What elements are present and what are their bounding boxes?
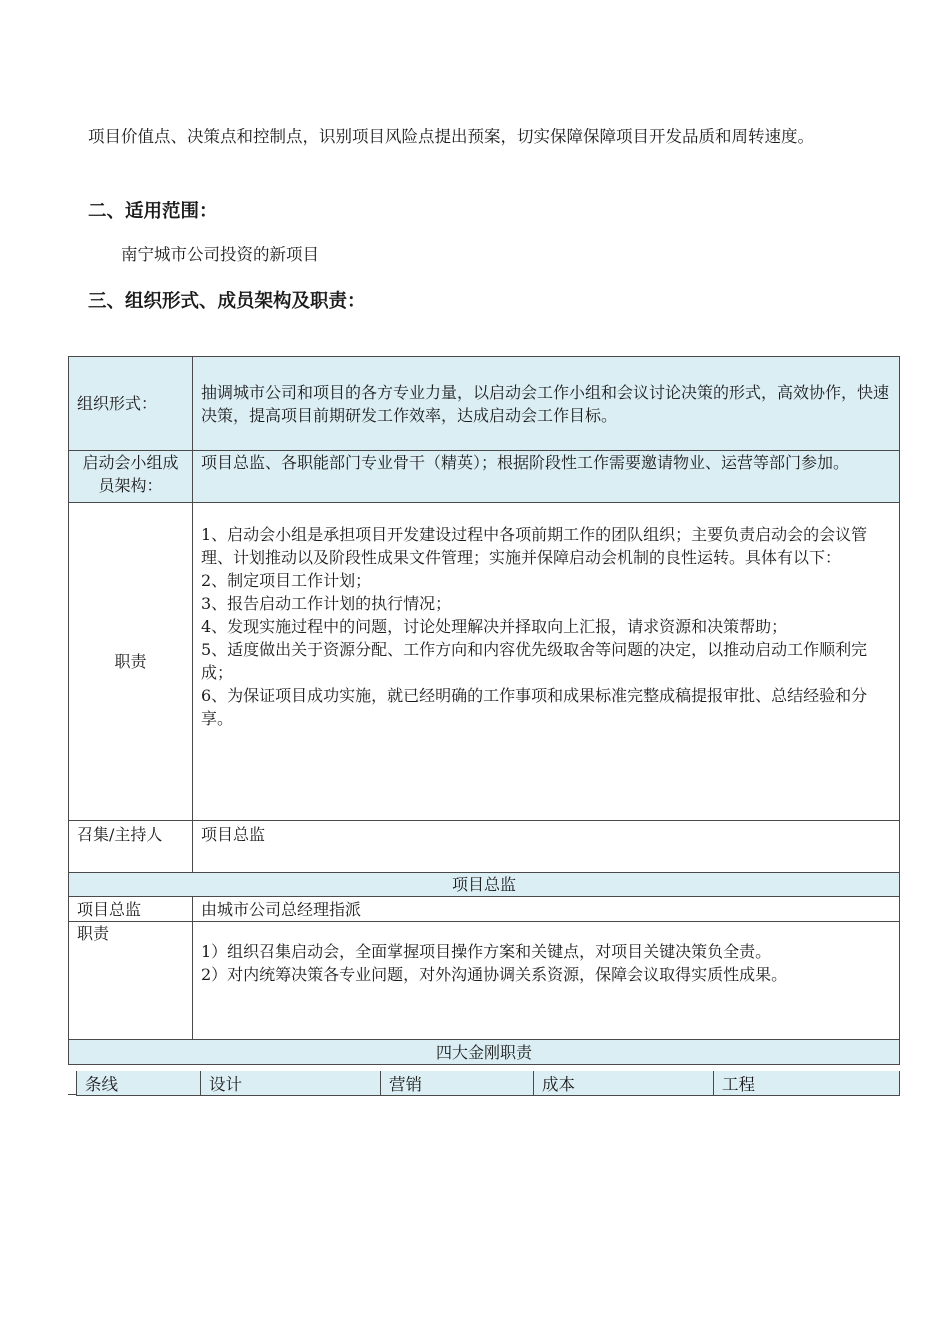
branch-header-engineering: 工程	[714, 1071, 900, 1096]
row-director-title	[69, 873, 900, 897]
branches-header-row	[77, 1071, 900, 1096]
branch-header-line: 条线	[77, 1071, 201, 1096]
director-role-text: 由城市公司总经理指派	[193, 897, 900, 922]
duty-item: 6、为保证项目成功实施，就已经明确的工作事项和成果标准完整成稿提报审批、总结经验和分享。	[201, 686, 868, 728]
branch-header-cost: 成本	[534, 1071, 714, 1096]
duties-list	[193, 503, 900, 821]
convener-text: 项目总监	[193, 821, 900, 873]
duty-item: 3、报告启动工作计划的执行情况；	[201, 594, 452, 613]
director-duty-list	[193, 922, 900, 1040]
organization-table	[68, 356, 900, 1065]
row-duties	[69, 503, 900, 821]
intro-paragraph: 项目价值点、决策点和控制点，识别项目风险点提出预案，切实保障保障项目开发品质和周转速度。	[88, 127, 814, 146]
row-director-role	[69, 897, 900, 922]
duty-item: 1、启动会小组是承担项目开发建设过程中各项前期工作的团队组织；主要负责启动会的会议管理、计划推动以及阶段性成果文件管理；实施并保障启动会机制的良性运转。具体有以下：	[201, 525, 868, 567]
scope-text: 南宁城市公司投资的新项目	[121, 245, 319, 264]
director-role-label: 项目总监	[69, 897, 193, 922]
duty-item: 4、发现实施过程中的问题，讨论处理解决并择取向上汇报，请求资源和决策帮助；	[201, 617, 788, 636]
section-heading-scope: 二、适用范围：	[88, 201, 218, 222]
row-org-form	[69, 357, 900, 451]
director-duty-label: 职责	[69, 922, 193, 1040]
director-duty-item: 2）对内统筹决策各专业问题，对外沟通协调关系资源，保障会议取得实质性成果。	[201, 965, 788, 984]
duty-item: 2、制定项目工作计划；	[201, 571, 372, 590]
members-text: 项目总监、各职能部门专业骨干（精英）；根据阶段性工作需要邀请物业、运营等部门参加。	[193, 451, 900, 503]
org-form-text: 抽调城市公司和项目的各方专业力量，以启动会工作小组和会议讨论决策的形式，高效协作，快速决策，提高项目前期研发工作效率，达成启动会工作目标。	[193, 357, 900, 451]
branch-header-design: 设计	[201, 1071, 381, 1096]
row-members	[69, 451, 900, 503]
branches-header-table	[76, 1071, 900, 1096]
table-edge-tick	[68, 1094, 76, 1095]
org-form-label: 组织形式：	[69, 357, 193, 451]
branches-section-title: 四大金刚职责	[69, 1040, 900, 1065]
duty-item: 5、适度做出关于资源分配、工作方向和内容优先级取舍等问题的决定，以推动启动工作顺利完成；	[201, 640, 868, 682]
row-director-duties	[69, 922, 900, 1040]
duties-label: 职责	[69, 503, 193, 821]
row-convener	[69, 821, 900, 873]
director-section-title: 项目总监	[69, 873, 900, 897]
row-branches-title	[69, 1040, 900, 1065]
branch-header-marketing: 营销	[381, 1071, 534, 1096]
convener-label: 召集/主持人	[69, 821, 193, 873]
director-duty-item: 1）组织召集启动会，全面掌握项目操作方案和关键点，对项目关键决策负全责。	[201, 942, 772, 961]
section-heading-organization: 三、组织形式、成员架构及职责：	[88, 291, 366, 312]
members-label: 启动会小组成员架构：	[69, 451, 193, 503]
